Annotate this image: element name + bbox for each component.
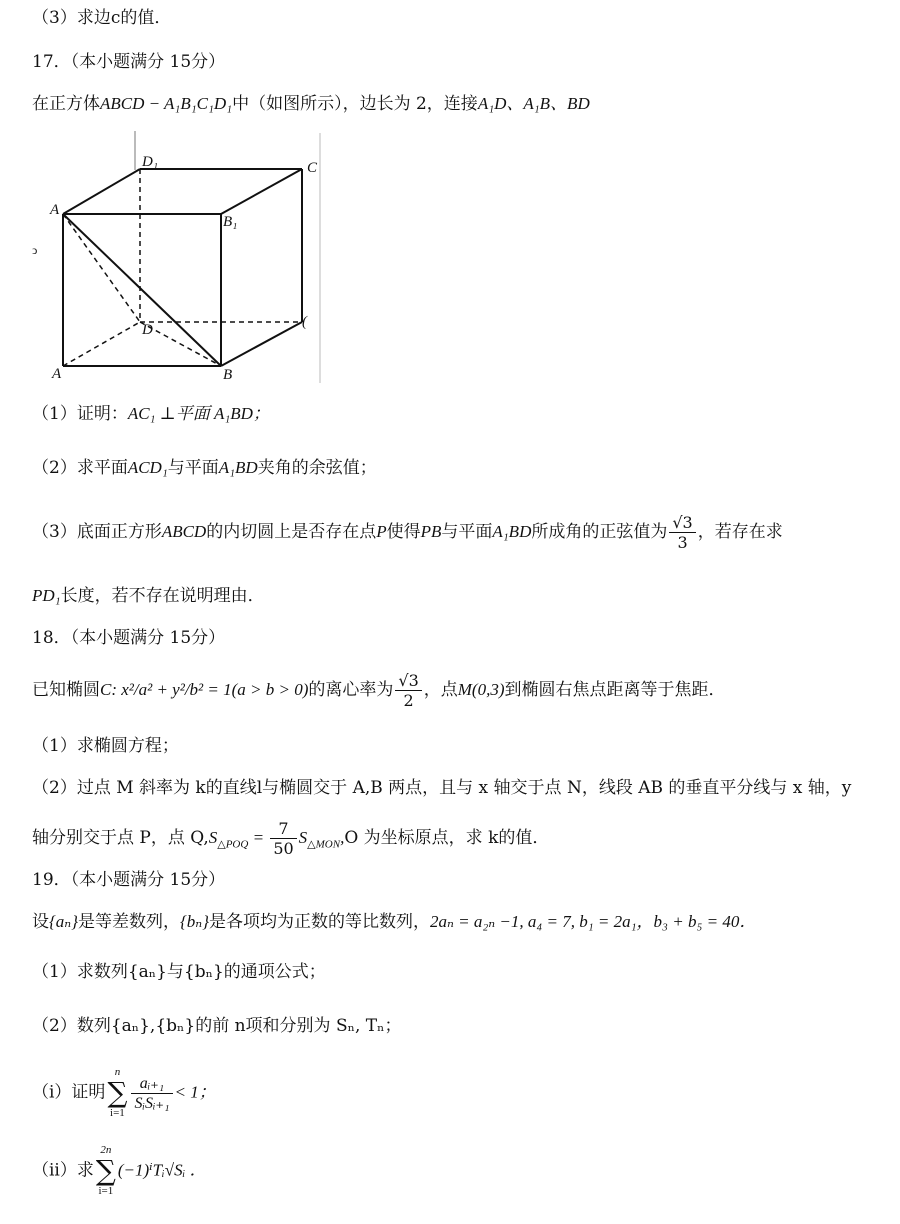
edge-mark: ↄ [32,243,38,257]
segment-A1D [63,214,140,322]
label-A1: A [50,202,60,218]
sum1-fraction: $\frac{\text{aᵢ₊₁}}{\text{SᵢSᵢ₊₁}}$ [131,1074,172,1113]
q18-part2-line2: 轴分别交于点 P，点 $Q,S_{\triangle POQ}$ = $\frac{7}{50}$ $S_{\triangle MON},O$ 为坐标原点，求 k的值． [32,819,550,858]
q19-part2: （2）数列{aₙ},{bₙ}的前 n项和分别为 Sₙ, Tₙ； [32,1016,402,1036]
q18-part1: （1）求椭圆方程； [32,736,179,756]
label-D: D [142,322,153,338]
label-B: B [223,367,233,383]
q17-part3: （3）底面正方形ABCD的内切圆上是否存在点P使得PB与平面A₁BD所成角的正弦值为 $\frac{√3}{3}$ ，若存在求 [32,513,783,552]
q18-part2-line1: （2）过点 M 斜率为 k的直线l与椭圆交于 A,B 两点，且与 x 轴交于点 N，线段 AB 的垂直平分线与 x 轴，y [32,778,852,798]
q19-part1: （1）求数列{aₙ}与{bₙ}的通项公式； [32,962,326,982]
label-A: A [52,366,62,382]
q19-stem: 设{aₙ}是等差数列，{bₙ}是各项均为正数的等比数列，2aₙ = a₂ₙ −1, a₄ = 7, b₁ = 2a₁，b₃ + b₅ = 40． [32,912,757,932]
q17-header: 17．（本小题满分 15分） [32,52,226,72]
sine-fraction: $\frac{√3}{3}$ [669,513,695,552]
edge-AD [63,322,140,366]
q17-part1: （1）证明：AC₁ ⊥平面 A₁BD； [32,404,270,424]
label-C: ( [302,314,307,330]
q17-part2: （2）求平面ACD₁与平面A₁BD夹角的余弦值； [32,458,377,478]
q17-part3-cont: PD₁长度，若不存在说明理由． [32,586,265,606]
segment-A1B [63,214,221,366]
summation-1: n ∑ i=1 [107,1066,128,1119]
area-ratio-fraction: $\frac{7}{50}$ [270,819,296,858]
label-C1: C [307,160,318,176]
edge-A1D1 [63,169,140,214]
q16-part3: （3）求边c的值． [32,8,172,28]
q18-stem: 已知椭圆C: x²/a² + y²/b² = 1(a > b > 0)的离心率为 $\frac{√3}{2}$ ，点M(0,3)到椭圆右焦点距离等于焦距． [32,671,726,710]
eccentricity-fraction: $\frac{√3}{2}$ [395,671,421,710]
q19-part-i: （i）证明 n ∑ i=1 $\frac{\text{aᵢ₊₁}}{\text{SᵢSᵢ₊₁}}$ < 1； [32,1066,216,1119]
cube-figure [30,128,330,388]
edge-B1C1 [221,169,302,214]
label-D1: D₁ [142,154,159,170]
edge-BC [221,322,302,366]
q18-header: 18．（本小题满分 15分） [32,628,226,648]
q19-header: 19．（本小题满分 15分） [32,870,226,890]
q19-part-ii: （ii）求 2n ∑ i=1 (−1)ⁱTᵢ√Sᵢ ． [32,1144,207,1197]
label-B1: B₁ [223,214,238,230]
q17-stem: 在正方体ABCD − A₁B₁C₁D₁中（如图所示），边长为 2，连接A₁D、A₁B、BD [32,94,590,114]
summation-2: 2n ∑ i=1 [95,1144,116,1197]
